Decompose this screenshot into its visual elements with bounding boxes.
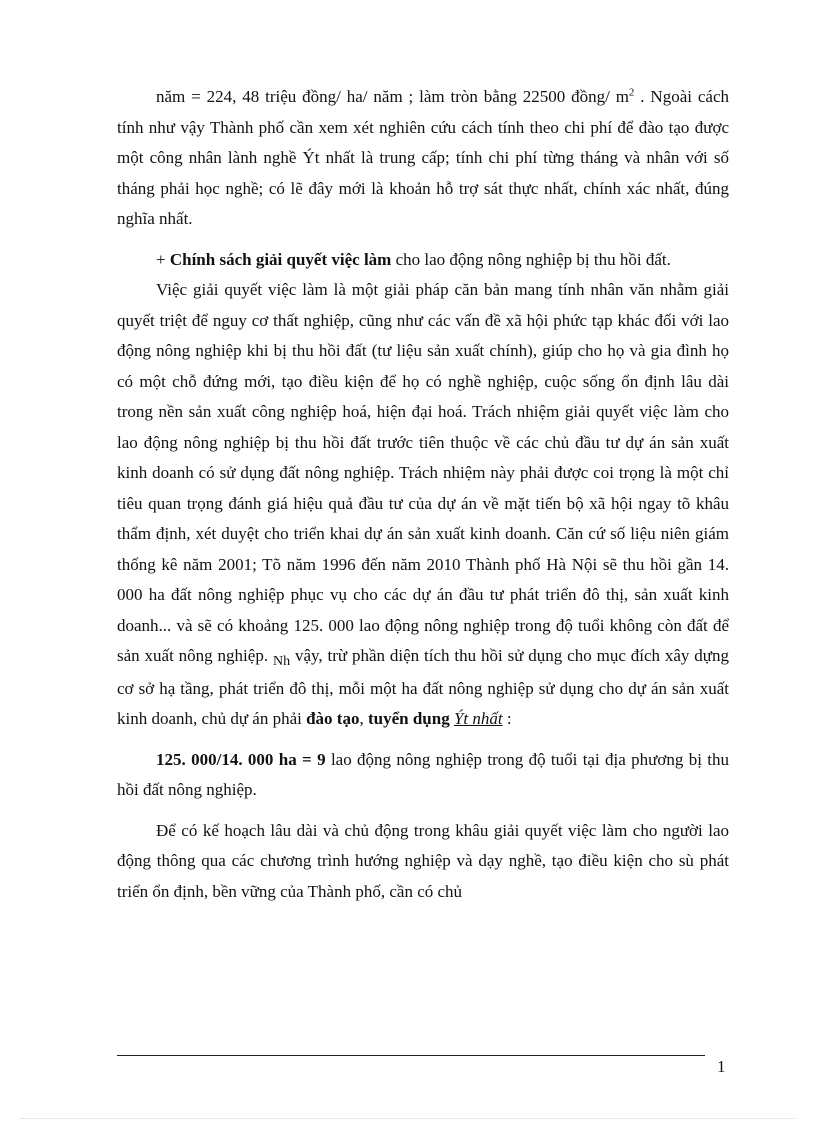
text-run: lao động nông nghiệp trong độ tuổi tại địa phương bị thu hồi đất nông nghiệp. (117, 749, 729, 799)
text-run: . Ngoài cách tính như vậy Thành phố cần xem xét nghiên cứu cách tính theo chi phí để đào tạo được một công nhân lành nghề Ýt nhất là trung cấp; tính chi phí từng tháng và nhân với số tháng phải học nghề; có lẽ đây mới là khoản hỗ trợ sát thực nhất, chính xác nhất, đúng nghĩa nhất. (117, 87, 729, 228)
text-run: : (502, 709, 512, 728)
text-run: cho lao động nông nghiệp bị thu hồi đất. (391, 249, 671, 269)
text-run: Để có kế hoạch lâu dài và chủ động trong khâu giải quyết việc làm cho người lao động thông qua các chương trình hướng nghiệp và dạy nghề, tạo điều kiện cho sù phát triển ổn định, bền vững của Thành phố, cần có chủ (117, 820, 729, 901)
superscript: 2 (628, 86, 635, 99)
text-run-small: Nh (272, 654, 291, 669)
bold-text: tuyển dụng (367, 709, 450, 728)
text-run: , (359, 709, 368, 728)
paragraph-employment-solution (117, 275, 729, 735)
paragraph-long-term-plan (117, 816, 729, 908)
page-number: 1 (717, 1057, 726, 1076)
bold-formula: 125. 000/14. 000 ha = 9 (156, 749, 326, 769)
page-edge-dotted-line (20, 1118, 796, 1119)
text-run: Việc giải quyết việc làm là một giải pháp căn bản mang tính nhân văn nhằm giải quyết triệt để nguy cơ thất nghiệp, cũng như các vấn đề xã hội phức tạp khác đối với lao động nông nghiệp khi bị thu hồi đất (tư liệu sản xuất chính), giúp cho họ và gia đình họ có một chỗ đứng mới, tạo điều kiện để họ có nghề nghiệp, cuộc sống ổn định lâu dài trong nền sản xuất công nghiệp hoá, hiện đại hoá. Trách nhiệm giải quyết việc làm cho lao động nông nghiệp bị thu hồi đất trước tiên thuộc về các chủ đầu tư dự án sản xuất kinh doanh có sử dụng đất nông nghiệp. Trách nhiệm này phải được coi trọng là một chỉ tiêu quan trọng đánh giá hiệu quả đầu tư của dự án về mặt tiến bộ xã hội ngay tõ khâu thẩm định, xét duyệt cho triển khai dự án sản xuất kinh doanh. Căn cứ số liệu niên giám thống kê năm 2001; Tõ năm 1996 đến năm 2010 Thành phố Hà Nội sẽ thu hồi gần 14. 000 ha đất nông nghiệp phục vụ cho các dự án đầu tư phát triển đô thị, sản xuất kinh doanh... và sẽ có khoảng 125. 000 lao động nông nghiệp trong độ tuổi không còn đất để sản xuất nông nghiệp. (117, 280, 729, 665)
paragraph-land-price (117, 82, 729, 235)
text-run: + (156, 249, 170, 269)
paragraph-ratio (117, 745, 729, 806)
bold-heading: Chính sách giải quyết việc làm (169, 249, 392, 269)
text-run: năm = 224, 48 triệu đồng/ ha/ năm ; làm tròn bằng 22500 đồng/ m (156, 87, 629, 106)
document-body (117, 82, 729, 907)
footer-divider (117, 1055, 705, 1056)
bold-text: đào tạo (306, 709, 360, 728)
text-run: vậy, trừ phần diện tích thu hồi sử dụng cho mục đích xây dựng cơ sở hạ tầng, phát triển đô thị, mỗi một ha đất nông nghiệp sử dụng cho dự án sản xuất kinh doanh, chủ dự án phải (117, 646, 730, 728)
underlined-italic-text: Ýt nhất (453, 709, 503, 728)
paragraph-employment-policy (117, 245, 729, 276)
